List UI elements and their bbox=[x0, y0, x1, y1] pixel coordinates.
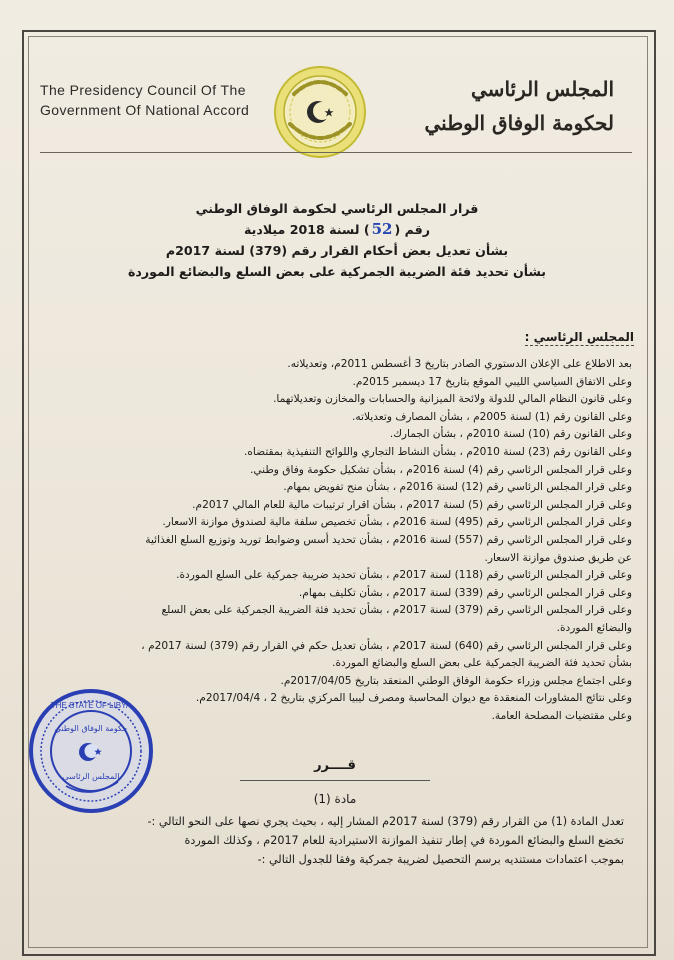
clause: بعد الاطلاع على الإعلان الدستوري الصادر بتاريخ 3 أغسطس 2011م، وتعديلاته. bbox=[287, 358, 632, 370]
clause: وعلى قرار المجلس الرئاسي رقم (379) لسنة 2017م ، بشأن تحديد فئة الضريبة الجمركية على بعض السلع bbox=[161, 604, 632, 617]
preamble-clauses bbox=[38, 356, 632, 725]
clause: وعلى القانون رقم (10) لسنة 2010م ، بشأن الجمارك. bbox=[389, 428, 632, 441]
clause: وعلى القانون رقم (1) لسنة 2005م ، بشأن المصارف وتعديلاته. bbox=[351, 410, 632, 423]
clause: وعلى قرار المجلس الرئاسي رقم (118) لسنة 2017م ، بشأن تحديد ضريبة جمركية على السلع الموردة. bbox=[176, 569, 632, 582]
clause: وعلى قرار المجلس الرئاسي رقم (4) لسنة 2016م ، بشأن تشكيل حكومة وفاق وطني. bbox=[249, 463, 632, 476]
clause: وعلى قرار المجلس الرئاسي رقم (5) لسنة 2017م ، بشأن اقرار ترتيبات مالية للعام المالي 2017م. bbox=[192, 498, 632, 511]
clause: وعلى مقتضيات المصلحة العامة. bbox=[491, 709, 632, 722]
decision-number: 52 bbox=[371, 220, 393, 238]
clause: وعلى القانون رقم (23) لسنة 2010م ، بشأن النشاط التجاري واللوائح التنفيذية بمقتضاه. bbox=[243, 445, 632, 458]
clause: بشأن تحديد فئة الضريبة الجمركية على بعض السلع والبضائع الموردة. bbox=[332, 657, 632, 670]
council-label-text: المجلس الرئاسي : bbox=[524, 330, 634, 344]
arabic-letterhead bbox=[394, 72, 614, 140]
clause: عن طريق صندوق موازنة الاسعار. bbox=[484, 551, 632, 564]
clause: وعلى قرار المجلس الرئاسي رقم (495) لسنة 2016م ، بشأن تخصيص سلفة مالية لصندوق موازنة الاسعار. bbox=[162, 516, 632, 529]
english-letterhead bbox=[40, 80, 290, 120]
article-body bbox=[44, 812, 624, 869]
stamp-outer-text: THE STATE OF LIBYA bbox=[50, 701, 132, 710]
decision-heading: قــــرر bbox=[314, 758, 356, 773]
official-stamp-icon bbox=[26, 686, 156, 816]
council-label bbox=[434, 330, 634, 344]
clause: وعلى قرار المجلس الرئاسي رقم (339) لسنة 2017م ، بشأن تكليف بمهام. bbox=[298, 586, 632, 599]
stamp-inner-bottom-text: المجلس الرئاسي bbox=[62, 772, 120, 781]
title-line4: بشأن تحديد فئة الضريبة الجمركية على بعض السلع والبضائع الموردة bbox=[127, 264, 546, 279]
stamp-inner-top-text: حكومة الوفاق الوطني bbox=[54, 724, 128, 733]
clause: وعلى قرار المجلس الرئاسي رقم (640) لسنة 2017م ، بشأن تعديل حكم في القرار رقم (379) لسنة 2017م ، bbox=[141, 639, 632, 652]
title-number-prefix: رقم ( bbox=[394, 222, 431, 237]
letterhead-ar-line1: المجلس الرئاسي bbox=[471, 77, 614, 101]
decision-title bbox=[60, 198, 614, 282]
article-line: بموجب اعتمادات مستنديه برسم التحصيل لضريبة جمركية وفقا للجدول التالي :- bbox=[257, 853, 624, 866]
clause: وعلى قانون النظام المالي للدولة ولائحة الميزانية والحسابات والمخازن وتعديلاتهما. bbox=[273, 393, 632, 406]
letterhead-en-line2: Government Of National Accord bbox=[40, 102, 250, 118]
article-line: تعدل المادة (1) من القرار رقم (379) لسنة 2017م المشار إليه ، بحيث يجري نصها على النحو التالي :- bbox=[147, 815, 624, 828]
clause: والبضائع الموردة. bbox=[556, 621, 632, 634]
letterhead-ar-line2: لحكومة الوفاق الوطني bbox=[424, 111, 614, 135]
decision-heading-rule bbox=[240, 780, 430, 781]
clause: وعلى قرار المجلس الرئاسي رقم (12) لسنة 2016م ، بشأن منح تفويض بمهام. bbox=[283, 481, 632, 494]
article-title: مادة (1) bbox=[313, 792, 357, 806]
clause: وعلى الاتفاق السياسي الليبي الموقع بتاريخ 17 ديسمبر 2015م. bbox=[352, 375, 632, 388]
header-divider bbox=[40, 152, 632, 153]
clause: وعلى نتائج المشاورات المنعقدة مع ديوان المحاسبة ومصرف ليبيا المركزي بتاريخ 2 ، 2017/04/4م. bbox=[195, 692, 632, 705]
clause: وعلى قرار المجلس الرئاسي رقم (557) لسنة 2016م ، بشأن تحديد أسس وضوابط توريد وتوزيع السلع الغذائية bbox=[145, 533, 632, 546]
title-line2 bbox=[60, 219, 614, 240]
clause: وعلى اجتماع مجلس وزراء حكومة الوفاق الوطني المنعقد بتاريخ 2017/04/05م. bbox=[280, 674, 632, 687]
article-line: تخضع السلع والبضائع الموردة في إطار تنفيذ الموازنة الاستيرادية للعام 2017م ، وكذلك الموردة bbox=[184, 834, 624, 847]
title-line3: بشأن تعديل بعض أحكام القرار رقم (379) لسنة 2017م bbox=[165, 243, 509, 258]
title-line1: قرار المجلس الرئاسي لحكومة الوفاق الوطني bbox=[195, 201, 479, 216]
title-number-suffix: ) لسنة 2018 ميلادية bbox=[243, 222, 370, 237]
gna-emblem-icon bbox=[272, 64, 368, 160]
letterhead-en-line1: The Presidency Council Of The bbox=[40, 82, 246, 98]
